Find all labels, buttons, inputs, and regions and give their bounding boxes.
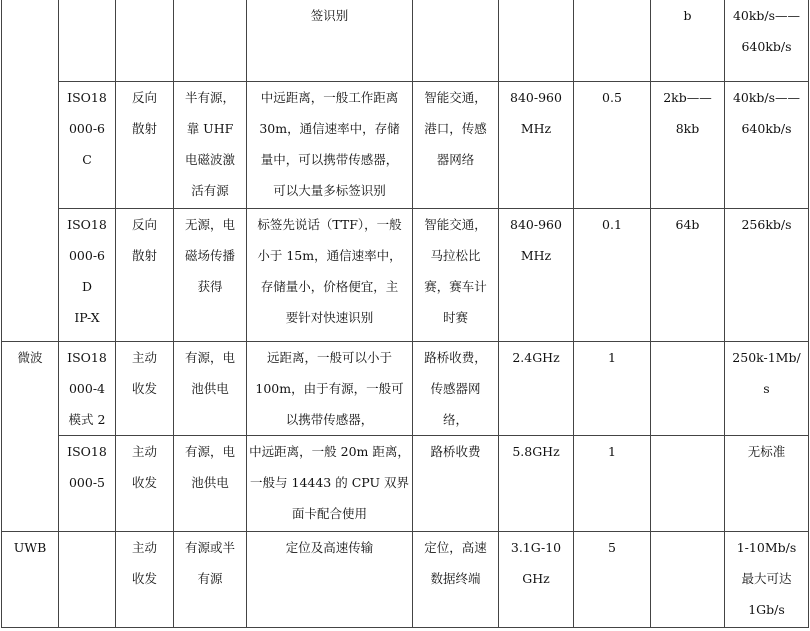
- table-row: [2, 0, 809, 82]
- capacity-cell: 2kb—— 8kb: [651, 82, 725, 209]
- mode-cell: 主动 收发: [116, 532, 174, 628]
- application-cell: 智能交通， 港口，传感 器网络: [413, 82, 499, 209]
- description-cell: 定位及高速传输: [247, 532, 413, 628]
- mode-cell: 反向 散射: [116, 82, 174, 209]
- standard-cell: [59, 532, 116, 628]
- frequency-cell: 2.4GHz: [499, 342, 574, 436]
- table-row: [2, 436, 809, 532]
- power-cell: 有源，电 池供电: [174, 436, 247, 532]
- frequency-cell: 3.1G-10 GHz: [499, 532, 574, 628]
- capacity-cell: [651, 532, 725, 628]
- rate-cell: 无标准: [725, 436, 809, 532]
- distance-cell: 1: [574, 436, 651, 532]
- table-row: [2, 532, 809, 628]
- power-cell: 有源或半 有源: [174, 532, 247, 628]
- description-cell: 签识别: [247, 0, 413, 82]
- mode-cell: 主动 收发: [116, 342, 174, 436]
- frequency-cell: 840-960 MHz: [499, 82, 574, 209]
- application-cell: 定位，高速 数据终端: [413, 532, 499, 628]
- power-cell: 有源，电 池供电: [174, 342, 247, 436]
- standard-cell: ISO18 000-5: [59, 436, 116, 532]
- rate-cell: 40kb/s—— 640kb/s: [725, 82, 809, 209]
- capacity-cell: b: [651, 0, 725, 82]
- category-cell: UWB: [2, 532, 59, 628]
- category-cell: [2, 0, 59, 342]
- table-row: [2, 82, 809, 209]
- frequency-cell: 5.8GHz: [499, 436, 574, 532]
- mode-cell: 反向 散射: [116, 209, 174, 342]
- distance-cell: 0.5: [574, 82, 651, 209]
- distance-cell: 1: [574, 342, 651, 436]
- distance-cell: 0.1: [574, 209, 651, 342]
- distance-cell: 5: [574, 532, 651, 628]
- description-cell: 中远距离，一般工作距离 30m，通信速率中，存储 量中，可以携带传感器， 可以大量多标签识别: [247, 82, 413, 209]
- category-cell: 微波: [2, 342, 59, 532]
- standard-cell: ISO18 000-6 C: [59, 82, 116, 209]
- power-cell: [174, 0, 247, 82]
- capacity-cell: [651, 342, 725, 436]
- application-cell: 智能交通， 马拉松比 赛，赛车计 时赛: [413, 209, 499, 342]
- description-cell: 远距离，一般可以小于 100m，由于有源，一般可 以携带传感器，: [247, 342, 413, 436]
- frequency-cell: [499, 0, 574, 82]
- application-cell: 路桥收费: [413, 436, 499, 532]
- rate-cell: 40kb/s—— 640kb/s: [725, 0, 809, 82]
- rate-cell: 256kb/s: [725, 209, 809, 342]
- mode-cell: [116, 0, 174, 82]
- capacity-cell: [651, 436, 725, 532]
- description-cell: 标签先说话（TTF），一般 小于 15m，通信速率中， 存储量小，价格便宜，主 要针对快速识别: [247, 209, 413, 342]
- application-cell: [413, 0, 499, 82]
- rfid-standards-table: [1, 0, 809, 628]
- rate-cell: 250k-1Mb/ s: [725, 342, 809, 436]
- rate-cell: 1-10Mb/s 最大可达 1Gb/s: [725, 532, 809, 628]
- table-row: [2, 209, 809, 342]
- distance-cell: [574, 0, 651, 82]
- table-row: [2, 342, 809, 436]
- standard-cell: ISO18 000-4 模式 2: [59, 342, 116, 436]
- application-cell: 路桥收费， 传感器网 络，: [413, 342, 499, 436]
- power-cell: 半有源， 靠 UHF 电磁波激 活有源: [174, 82, 247, 209]
- frequency-cell: 840-960 MHz: [499, 209, 574, 342]
- capacity-cell: 64b: [651, 209, 725, 342]
- standard-cell: [59, 0, 116, 82]
- description-cell: 中远距离，一般 20m 距离， 一般与 14443 的 CPU 双界 面卡配合使用: [247, 436, 413, 532]
- standard-cell: ISO18 000-6 D IP-X: [59, 209, 116, 342]
- power-cell: 无源，电 磁场传播 获得: [174, 209, 247, 342]
- mode-cell: 主动 收发: [116, 436, 174, 532]
